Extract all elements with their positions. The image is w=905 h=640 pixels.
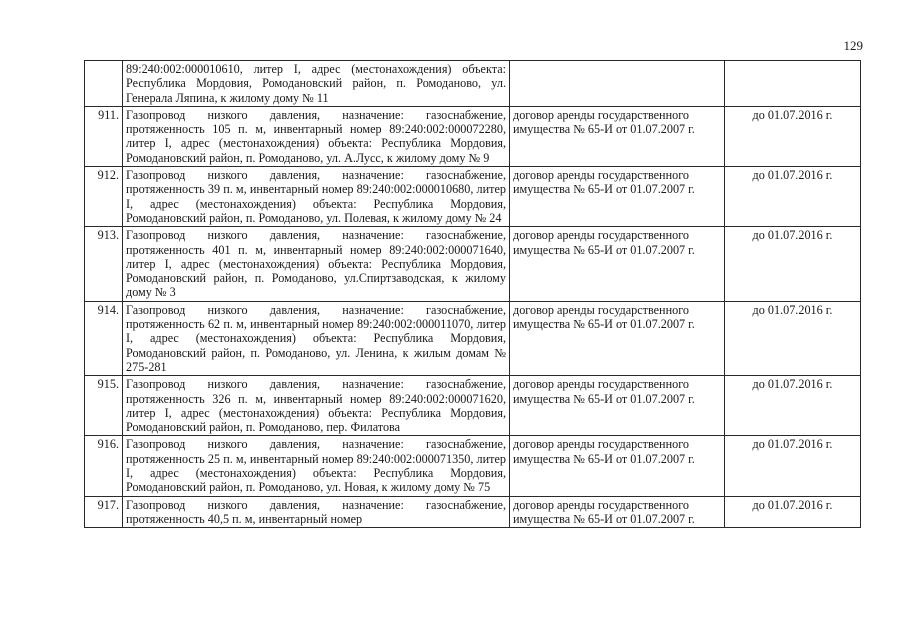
rights-basis: договор аренды государственного имущества № 65-И от 01.07.2007 г. (510, 167, 725, 227)
rights-basis: договор аренды государственного имущества № 65-И от 01.07.2007 г. (510, 376, 725, 436)
row-number: 916. (85, 436, 123, 496)
rights-basis: договор аренды государственного имущества № 65-И от 01.07.2007 г. (510, 496, 725, 528)
row-number: 915. (85, 376, 123, 436)
rights-basis: договор аренды государственного имущества № 65-И от 01.07.2007 г. (510, 301, 725, 375)
rights-basis: договор аренды государственного имущества № 65-И от 01.07.2007 г. (510, 227, 725, 301)
row-number: 912. (85, 167, 123, 227)
object-description: Газопровод низкого давления, назначение: газоснабжение, протяженность 105 п. м, инвентарный номер 89:240:002:000072280, литер I, адрес (местонахождения) объекта: Республика Мордовия, Ромодановский район, п. Ромоданово, ул. А.Лусс, к жилому дому № 9 (123, 106, 510, 166)
object-description: Газопровод низкого давления, назначение: газоснабжение, протяженность 25 п. м, инвентарный номер 89:240:002:000071350, литер I, адрес (местонахождения) объекта: Республика Мордовия, Ромодановский район, п. Ромоданово, ул. Новая, к жилому дому № 75 (123, 436, 510, 496)
term-date: до 01.07.2016 г. (725, 436, 861, 496)
term-date (725, 61, 861, 107)
term-date: до 01.07.2016 г. (725, 167, 861, 227)
property-registry-table (84, 60, 861, 528)
row-number: 911. (85, 106, 123, 166)
page-number: 129 (843, 38, 863, 53)
term-date: до 01.07.2016 г. (725, 301, 861, 375)
object-description: Газопровод низкого давления, назначение: газоснабжение, протяженность 62 п. м, инвентарный номер 89:240:002:000011070, литер I, адрес (местонахождения) объекта: Республика Мордовия, Ромодановский район, п. Ромоданово, ул. Ленина, к жилым домам № 275-281 (123, 301, 510, 375)
row-number (85, 61, 123, 107)
term-date: до 01.07.2016 г. (725, 376, 861, 436)
row-number: 913. (85, 227, 123, 301)
object-description: Газопровод низкого давления, назначение: газоснабжение, протяженность 326 п. м, инвентарный номер 89:240:002:000071620, литер I, адрес (местонахождения) объекта: Республика Мордовия, Ромодановский район, п. Ромоданово, пер. Филатова (123, 376, 510, 436)
table-row (85, 436, 861, 496)
term-date: до 01.07.2016 г. (725, 227, 861, 301)
term-date: до 01.07.2016 г. (725, 106, 861, 166)
table-row (85, 61, 861, 107)
row-number: 917. (85, 496, 123, 528)
object-description: 89:240:002:000010610, литер I, адрес (местонахождения) объекта: Республика Мордовия, Ромодановский район, п. Ромоданово, ул. Генерала Ляпина, к жилому дому № 11 (123, 61, 510, 107)
table-row (85, 167, 861, 227)
object-description: Газопровод низкого давления, назначение: газоснабжение, протяженность 40,5 п. м, инвентарный номер (123, 496, 510, 528)
row-number: 914. (85, 301, 123, 375)
table-row (85, 227, 861, 301)
object-description: Газопровод низкого давления, назначение: газоснабжение, протяженность 401 п. м, инвентарный номер 89:240:002:000071640, литер I, адрес (местонахождения) объекта: Республика Мордовия, Ромодановский район, п. Ромоданово, ул.Спиртзаводская, к жилому дому № 3 (123, 227, 510, 301)
table-row (85, 106, 861, 166)
rights-basis (510, 61, 725, 107)
term-date: до 01.07.2016 г. (725, 496, 861, 528)
table-row (85, 376, 861, 436)
table-row (85, 496, 861, 528)
rights-basis: договор аренды государственного имущества № 65-И от 01.07.2007 г. (510, 436, 725, 496)
rights-basis: договор аренды государственного имущества № 65-И от 01.07.2007 г. (510, 106, 725, 166)
table-row (85, 301, 861, 375)
object-description: Газопровод низкого давления, назначение: газоснабжение, протяженность 39 п. м, инвентарный номер 89:240:002:000010680, литер I, адрес (местонахождения) объекта: Республика Мордовия, Ромодановский район, п. Ромоданово, ул. Полевая, к жилому дому № 24 (123, 167, 510, 227)
